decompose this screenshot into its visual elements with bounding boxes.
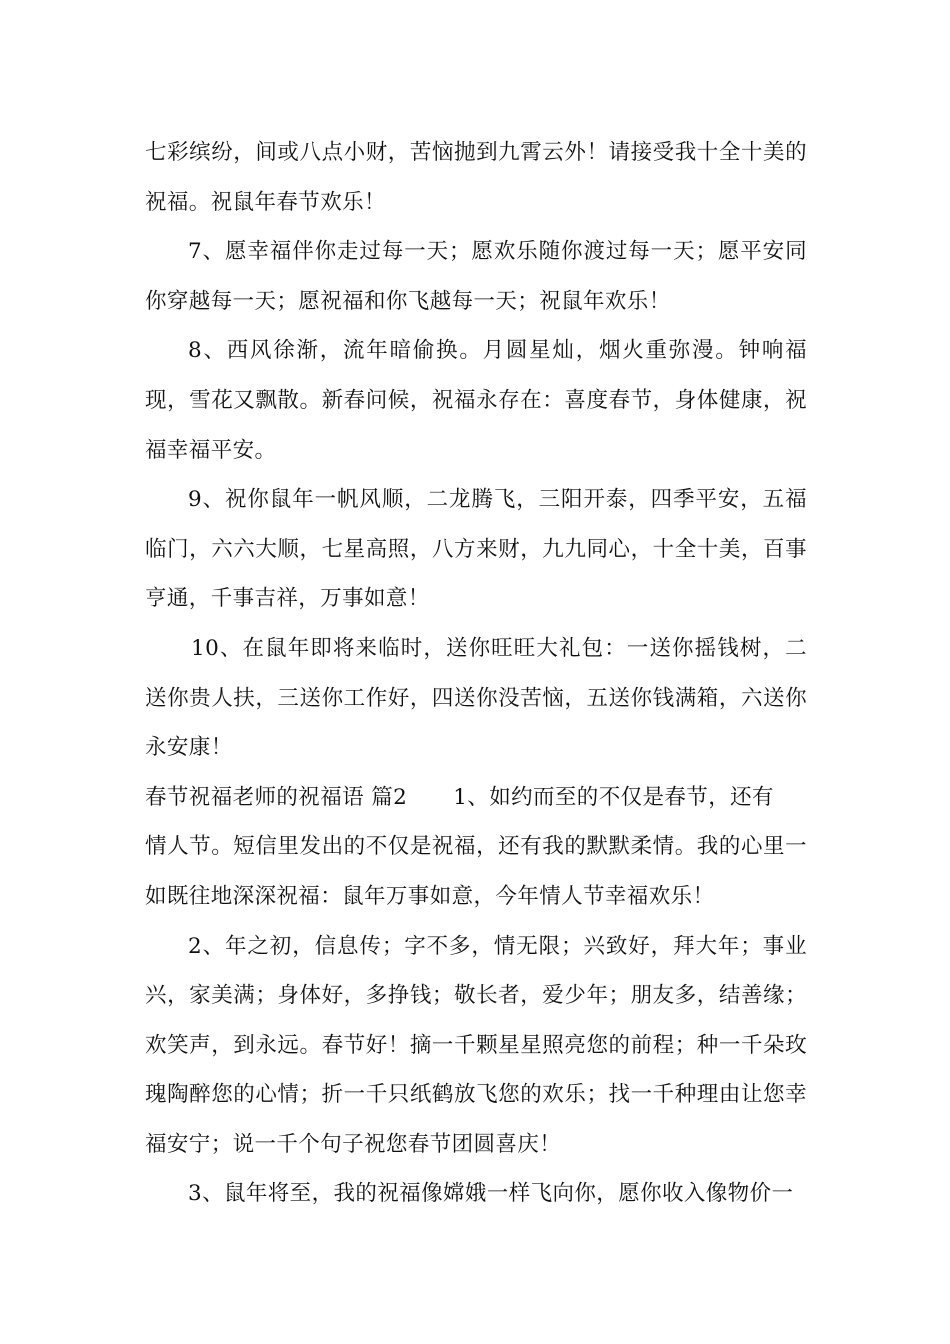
section-heading-line (145, 773, 807, 823)
section-first-item-lead: 1、如约而至的不仅是春节，还有 (453, 784, 774, 810)
paragraph-continuation: 七彩缤纷，间或八点小财，苦恼抛到九霄云外！请接受我十全十美的祝福。祝鼠年春节欢乐！ (145, 140, 807, 215)
paragraph-item-8: 8、西风徐渐，流年暗偷换。月圆星灿，烟火重弥漫。钟响福现，雪花又飘散。新春问候，祝福永存在：喜度春节，身体健康，祝福幸福平安。 (145, 338, 807, 463)
paragraph-item-7: 7、愿幸福伴你走过每一天；愿欢乐随你渡过每一天；愿平安同你穿越每一天；愿祝福和你飞越每一天；祝鼠年欢乐！ (145, 239, 807, 314)
paragraph-item-9: 9、祝你鼠年一帆风顺，二龙腾飞，三阳开泰，四季平安，五福临门，六六大顺，七星高照，八方来财，九九同心，十全十美，百事亨通，千事吉祥，万事如意！ (145, 487, 807, 612)
document-body (145, 128, 807, 1219)
section-heading: 春节祝福老师的祝福语 篇2 (145, 784, 408, 810)
section-first-item-rest: 情人节。短信里发出的不仅是祝福，还有我的默默柔情。我的心里一如既往地深深祝福：鼠年万事如意，今年情人节幸福欢乐！ (145, 834, 807, 909)
paragraph-item-10: 10、在鼠年即将来临时，送你旺旺大礼包：一送你摇钱树，二送你贵人扶，三送你工作好，四送你没苦恼，五送你钱满箱，六送你永安康！ (145, 635, 807, 761)
section-item-3: 3、鼠年将至，我的祝福像嫦娥一样飞向你，愿你收入像物价一 (188, 1181, 794, 1207)
section-item-2: 2、年之初，信息传；字不多，情无限；兴致好，拜大年；事业兴，家美满；身体好，多挣钱；敬长者，爱少年；朋友多，结善缘；欢笑声，到永远。春节好！摘一千颗星星照亮您的前程；种一千朵玫瑰陶醉您的心情；折一千只纸鹤放飞您的欢乐；找一千种理由让您幸福安宁；说一千个句子祝您春节团圆喜庆！ (145, 933, 807, 1157)
